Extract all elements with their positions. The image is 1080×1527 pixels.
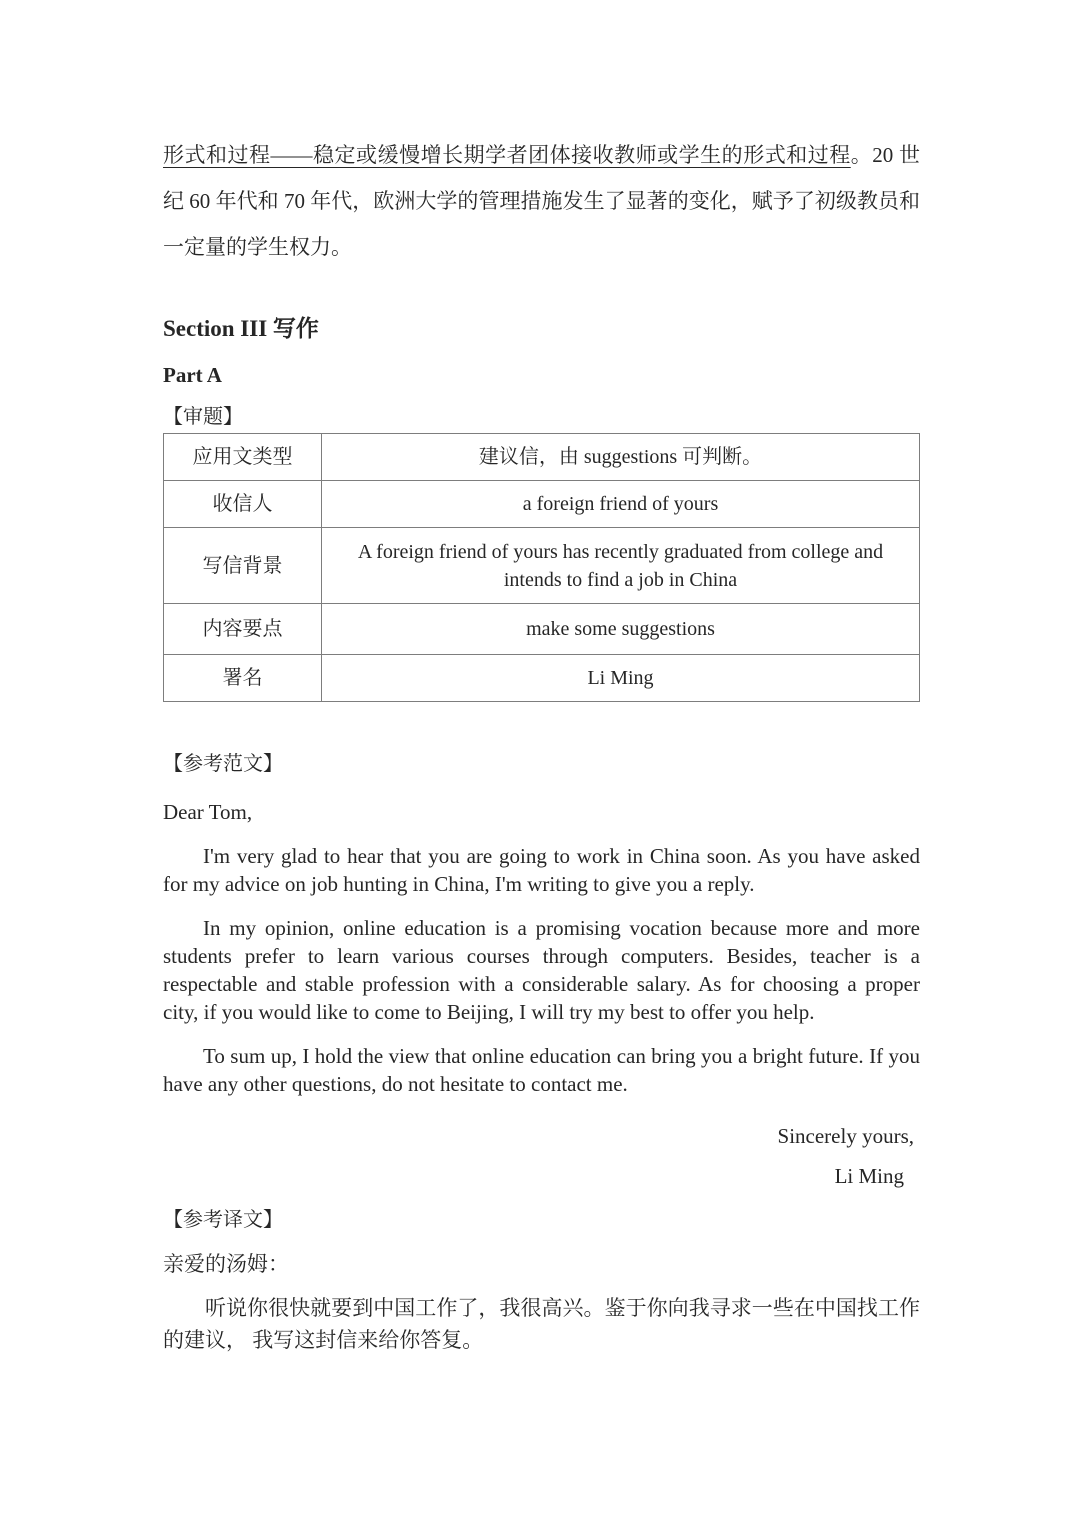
letter-paragraph-2: In my opinion, online education is a promising vocation because more and more students prefer to learn various courses through computers. Besides, teacher is a respectable and stable profession with a considerable salary. As for choosing a proper city, if you would like to come to Beijing, I will try my best to offer you help.	[163, 916, 920, 1024]
row-label-letter-type: 应用文类型	[164, 434, 322, 481]
letter-closing: Sincerely yours,	[777, 1124, 914, 1148]
translation-label: 【参考译文】	[163, 1209, 283, 1231]
row-label-recipient: 收信人	[164, 481, 322, 528]
intro-underlined-text: 形式和过程——稳定或缓慢增长期学者团体接收教师或学生的形式和过程	[163, 143, 851, 167]
table-row-letter-type	[164, 434, 920, 481]
letter-paragraph-1: I'm very glad to hear that you are going to work in China soon. As you have asked for my advice on job hunting in China, I'm writing to give you a reply.	[163, 844, 920, 896]
intro-rest-text: 。20 世纪 60 年代和 70 年代，欧洲大学的管理措施发生了显著的变化，赋予了初级教员和一定量的学生权力。	[163, 143, 920, 259]
row-value-signature: Li Ming	[322, 655, 920, 702]
table-row-signature	[164, 655, 920, 702]
analysis-label: 【审题】	[163, 406, 243, 428]
row-label-content-points: 内容要点	[164, 604, 322, 655]
row-label-background: 写信背景	[164, 528, 322, 604]
section-heading: Section III 写作	[163, 316, 319, 341]
intro-paragraph	[163, 0, 920, 270]
translation-salutation: 亲爱的汤姆：	[163, 1252, 289, 1276]
table-row-recipient	[164, 481, 920, 528]
analysis-table	[163, 433, 920, 702]
table-row-background	[164, 528, 920, 604]
translation-paragraph: 听说你很快就要到中国工作了，我很高兴。鉴于你向我寻求一些在中国找工作的建议， 我写这封信来给你答复。	[163, 1296, 920, 1352]
letter-signature: Li Ming	[834, 1164, 904, 1188]
sample-essay-label: 【参考范文】	[163, 753, 283, 775]
letter-paragraph-3: To sum up, I hold the view that online education can bring you a bright future. If you have any other questions, do not hesitate to contact me.	[163, 1044, 920, 1096]
row-value-background: A foreign friend of yours has recently graduated from college and intends to find a job in China	[322, 528, 920, 604]
table-row-content-points	[164, 604, 920, 655]
letter-salutation: Dear Tom,	[163, 800, 253, 824]
row-value-letter-type: 建议信，由 suggestions 可判断。	[322, 434, 920, 481]
part-a-heading: Part A	[163, 363, 222, 387]
row-value-recipient: a foreign friend of yours	[322, 481, 920, 528]
row-value-content-points: make some suggestions	[322, 604, 920, 655]
row-label-signature: 署名	[164, 655, 322, 702]
